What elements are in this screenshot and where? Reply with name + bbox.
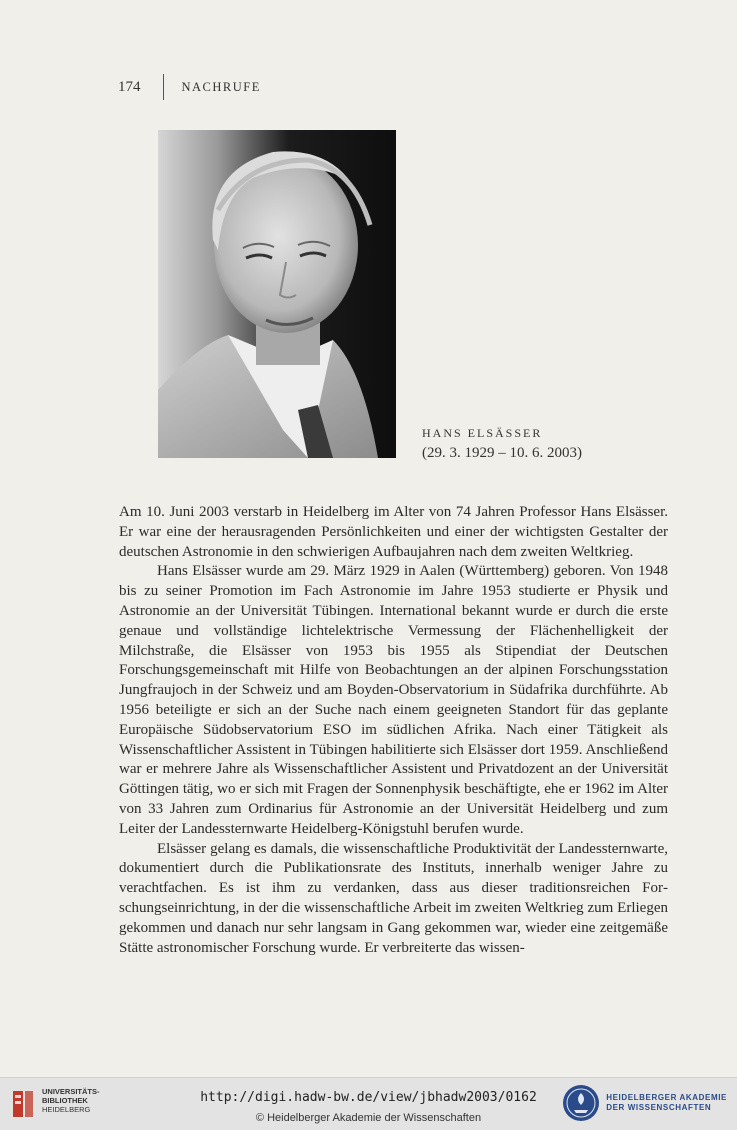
photo-caption xyxy=(422,426,582,462)
portrait-photo xyxy=(158,130,396,458)
academy-name-line-1: HEIDELBERGER AKADEMIE xyxy=(606,1093,727,1102)
academy-logo[interactable] xyxy=(562,1084,727,1122)
page-number: 174 xyxy=(118,78,141,95)
caption-dates: (29. 3. 1929 – 10. 6. 2003) xyxy=(422,445,582,461)
section-title: NACHRUFE xyxy=(181,79,261,94)
portrait-illustration xyxy=(158,130,396,458)
academy-seal-icon xyxy=(562,1084,600,1122)
copyright-notice: © Heidelberger Akademie der Wissenschaften xyxy=(255,1112,482,1124)
header-divider xyxy=(163,74,164,100)
running-header xyxy=(118,78,261,96)
obituary-text xyxy=(119,503,668,958)
digitization-footer xyxy=(0,1077,737,1130)
permalink-url[interactable]: http://digi.hadw-bw.de/view/jbhadw2003/0162 xyxy=(200,1090,537,1105)
caption-name: HANS ELSÄSSER xyxy=(422,426,543,440)
paragraph: Elsässer gelang es damals, die wissenschaftliche Produktivität der Landessternwarte, dokumentiert durch die Publikationsrate des Instituts, innerhalb weniger Jahre zu verachtfachen. Es ist ihm zu verdanken, dass aus dieser traditionsreichen Forschungseinrichtung, in der die wissenschaftliche Arbeit im zweiten Weltkrieg zum Erliegen gekommen und danach nur sehr langsam in Gang gekommen war, wieder eine zeitgemäße Stätte astronomischer Forschung wurde. Er verbreiterte das wissen- xyxy=(119,840,668,956)
library-name-line-1: UNIVERSITÄTS- xyxy=(42,1087,100,1096)
library-name-line-2: BIBLIOTHEK xyxy=(42,1096,88,1105)
paragraph: Am 10. Juni 2003 verstarb in Heidelberg im Alter von 74 Jahren Professor Hans Elsässer. Er war eine der herausragenden Persönlichkeiten und einer der wichtigsten Gestalter der deutschen Astronomie in den schwierigen Aufbaujahren nach dem zweiten Weltkrieg. xyxy=(119,504,668,560)
paragraph: Hans Elsässer wurde am 29. März 1929 in Aalen (Württemberg) geboren. Von 1948 bis zu seiner Promotion im Fach Astronomie im Jahre 1953 studierte er Physik und Astronomie an der Universität Tübingen. International bekannt wurde er durch die erste genaue und vollständige lichtelektrische Vermessung der Flächenhelligkeit der Milchstraße, die Elsässer von 1953 bis 1955 als Stipendiat der Deutschen Forschungsgemeinschaft mit Hilfe von Beobachtungen an der alpinen Forschungsstation Jungfraujoch in der Schweiz und am Boyden-Observatorium in Südafrika durchführte. Ab 1956 beteiligte er sich an der Suche nach einem geeigneten Standort für das geplante Europäische Südobservatorium ESO im südlichen Afrika. Nach einer Tätigkeit als Wissenschaftlicher Assistent in Tübingen habilitierte sich Elsässer dort 1959. Anschließend war er mehrere Jahre als Wissenschaftlicher Assistent und Privatdozent an der Universität Göttingen tätig, wo er sich mit Fragen der Sonnenphysik beschäftigte, ehe er 1962 im Alter von 33 Jahren zum Ordinarius für Astronomie an der Universität Heidelberg und zum Leiter der Landessternwarte Heidelberg-Königstuhl berufen wurde. xyxy=(119,563,668,837)
library-city: HEIDELBERG xyxy=(42,1105,91,1114)
academy-name-line-2: DER WISSENSCHAFTEN xyxy=(606,1103,712,1112)
